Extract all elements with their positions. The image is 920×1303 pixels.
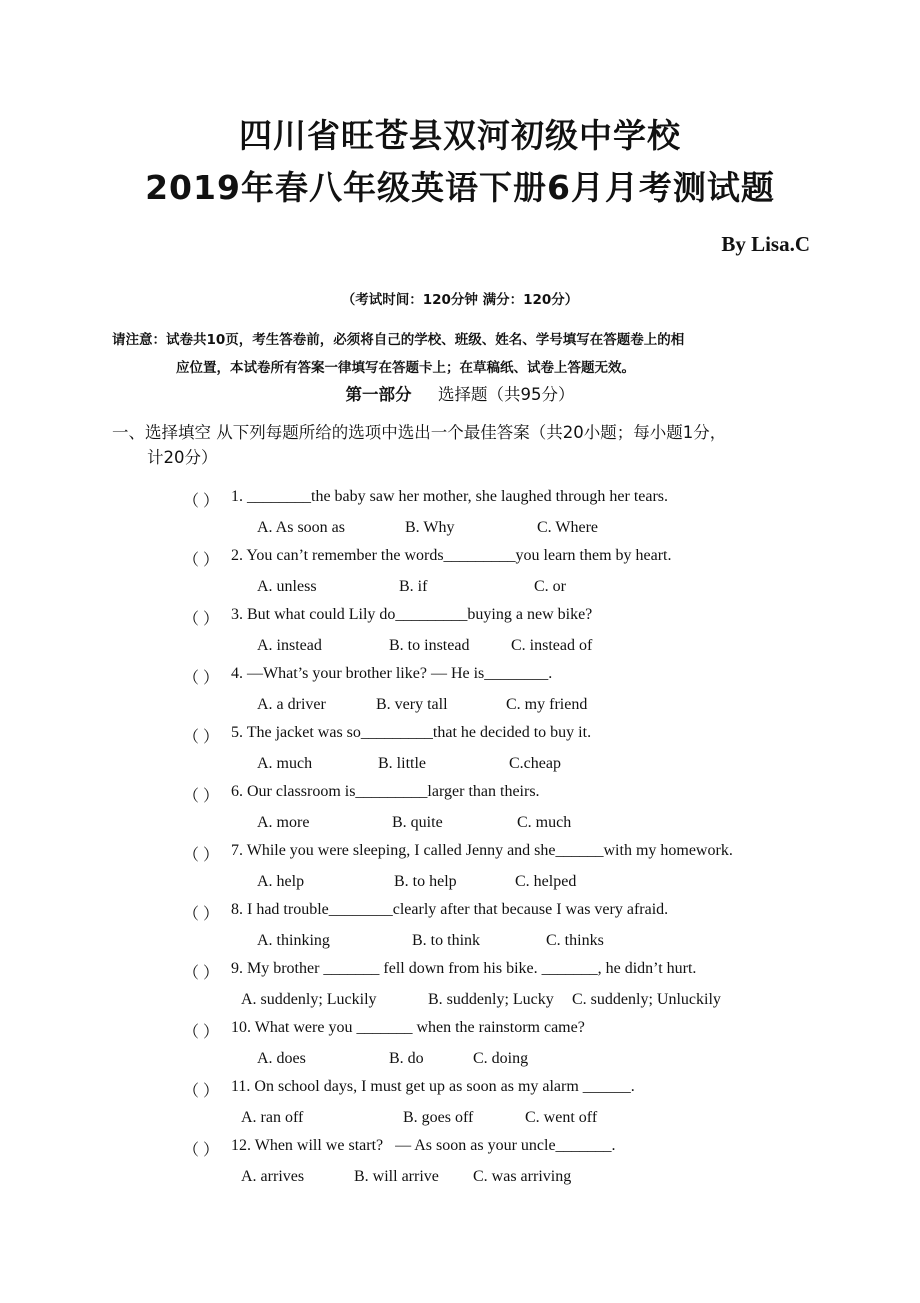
option-b: B. little: [378, 755, 426, 772]
option-b: B. suddenly; Lucky: [428, 991, 554, 1008]
answer-blank[interactable]: （ ）: [183, 788, 220, 805]
section-one-heading: 一、选择填空 从下列每题所给的选项中选出一个最佳答案（共20小题；每小题1分，: [112, 423, 727, 442]
answer-blank[interactable]: （ ）: [183, 493, 220, 510]
question-6: 6. Our classroom is_________larger than theirs.: [231, 783, 540, 800]
option-c: C.cheap: [509, 755, 561, 772]
option-b: B. quite: [392, 814, 443, 831]
answer-blank[interactable]: （ ）: [183, 1142, 220, 1159]
notice-line-2: 应位置，本试卷所有答案一律填写在答题卡上；在草稿纸、试卷上答题无效。: [176, 360, 635, 376]
question-8: 8. I had trouble________clearly after that because I was very afraid.: [231, 901, 669, 918]
answer-blank[interactable]: （ ）: [183, 729, 220, 746]
question-11: 11. On school days, I must get up as soon as my alarm ______.: [231, 1078, 635, 1095]
option-a: A. ran off: [241, 1109, 304, 1126]
option-a: A. unless: [257, 578, 317, 595]
option-a: A. suddenly; Luckily: [241, 991, 377, 1008]
option-b: B. Why: [405, 519, 455, 536]
option-a: A. does: [257, 1050, 306, 1067]
author-line: By Lisa.C: [721, 232, 810, 256]
question-2: 2. You can’t remember the words_________you learn them by heart.: [231, 547, 672, 564]
option-c: C. Where: [537, 519, 599, 536]
answer-blank[interactable]: （ ）: [183, 847, 220, 864]
option-c: C. thinks: [546, 932, 604, 949]
answer-blank[interactable]: （ ）: [183, 670, 220, 687]
option-b: B. if: [399, 578, 428, 595]
question-7: 7. While you were sleeping, I called Jenny and she______with my homework.: [231, 842, 733, 859]
school-title: 四川省旺苍县双河初级中学校: [239, 116, 681, 155]
answer-blank[interactable]: （ ）: [183, 965, 220, 982]
option-c: C. doing: [473, 1050, 529, 1067]
option-a: A. arrives: [241, 1168, 305, 1185]
question-5: 5. The jacket was so_________that he decided to buy it.: [231, 724, 592, 741]
question-4: 4. —What’s your brother like? — He is________.: [231, 665, 553, 682]
section-one-heading-cont: 计20分）: [147, 448, 218, 467]
option-b: B. do: [389, 1050, 424, 1067]
option-b: B. very tall: [376, 696, 448, 713]
option-b: B. to think: [412, 932, 481, 949]
part-one-title: [0, 381, 920, 405]
question-10: 10. What were you _______ when the rainstorm came?: [231, 1019, 585, 1036]
option-b: B. to help: [394, 873, 457, 890]
exam-time-info: （考试时间：120分钟 满分：120分）: [341, 292, 579, 308]
question-12: 12. When will we start? — As soon as your uncle_______.: [231, 1137, 616, 1154]
option-a: A. a driver: [257, 696, 326, 713]
question-3: 3. But what could Lily do_________buying a new bike?: [231, 606, 593, 623]
option-a: A. more: [257, 814, 310, 831]
option-b: B. goes off: [403, 1109, 474, 1126]
answer-blank[interactable]: （ ）: [183, 611, 220, 628]
answer-blank[interactable]: （ ）: [183, 906, 220, 923]
option-c: C. much: [517, 814, 572, 831]
option-c: C. was arriving: [473, 1168, 572, 1185]
option-c: C. suddenly; Unluckily: [572, 991, 721, 1008]
option-c: C. instead of: [511, 637, 593, 654]
option-a: A. As soon as: [257, 519, 346, 536]
option-c: C. my friend: [506, 696, 588, 713]
answer-blank[interactable]: （ ）: [183, 552, 220, 569]
option-c: C. or: [534, 578, 566, 595]
part-one-subtitle: 选择题（共95分）: [438, 385, 575, 404]
option-c: C. helped: [515, 873, 577, 890]
exam-title: 2019年春八年级英语下册6月月考测试题: [145, 168, 775, 207]
option-b: B. to instead: [389, 637, 470, 654]
answer-blank[interactable]: （ ）: [183, 1024, 220, 1041]
option-c: C. went off: [525, 1109, 598, 1126]
option-a: A. help: [257, 873, 305, 890]
answer-blank[interactable]: （ ）: [183, 1083, 220, 1100]
option-a: A. instead: [257, 637, 322, 654]
part-one-label: 第一部分: [345, 385, 412, 404]
question-9: 9. My brother _______ fell down from his bike. _______, he didn’t hurt.: [231, 960, 697, 977]
option-a: A. thinking: [257, 932, 330, 949]
option-a: A. much: [257, 755, 313, 772]
option-b: B. will arrive: [354, 1168, 439, 1185]
question-1: 1. ________the baby saw her mother, she laughed through her tears.: [231, 488, 669, 505]
notice-line-1: 请注意：试卷共10页，考生答卷前，必须将自己的学校、班级、姓名、学号填写在答题卷上的相: [112, 332, 685, 348]
